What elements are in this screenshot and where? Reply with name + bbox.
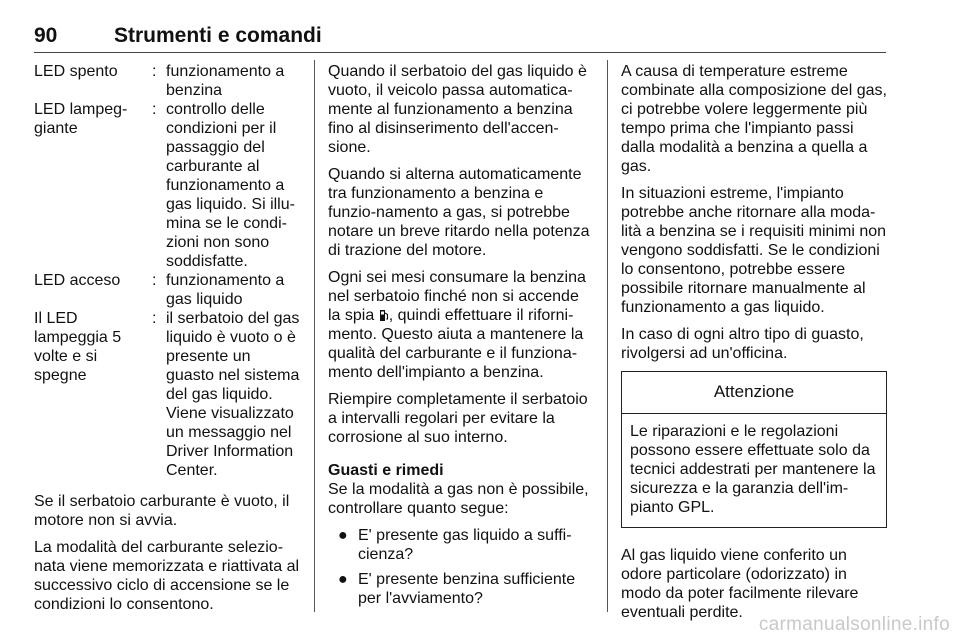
header-divider [34,52,886,53]
watermark: carmanualsonline.info [758,614,950,635]
led-colon: : [152,101,157,118]
column-2 [328,62,592,614]
column-divider-1 [314,60,315,612]
column-3 [621,62,887,630]
fuel-pump-icon [379,308,389,321]
list-item-text: E' presente gas liquido a suffi-cienza? [358,527,572,563]
bullet-icon: ● [338,571,348,588]
paragraph-text: Ogni sei mesi consumare la benzina nel serbatoio finché non si accende la spia [328,269,586,324]
led-colon: : [152,310,157,327]
led-term: LED spento [34,63,118,80]
paragraph: Se la modalità a gas non è possibile, controllare quanto segue: [328,481,589,517]
paragraph: Se il serbatoio carburante è vuoto, il motore non si avvia. [34,493,290,529]
checklist [328,526,592,608]
led-colon: : [152,63,157,80]
led-status-table [34,62,300,480]
led-row [34,62,300,100]
paragraph: Riempire completamente il serbatoio a intervalli regolari per evitare la corrosione al suo interno. [328,391,588,446]
page-header [34,24,926,52]
paragraph: La modalità del carburante selezio-nata viene memorizzata e riattivata al successivo ciclo di accensione se le condizioni lo consentono. [34,539,300,613]
led-colon: : [152,272,157,289]
led-term: LED acceso [34,272,121,289]
page-number: 90 [34,24,58,47]
led-desc: funzionamento a benzina [166,63,285,99]
warning-title: Attenzione [622,372,886,414]
page-title: Strumenti e comandi [114,24,322,47]
paragraph: Al gas liquido viene conferito un odore particolare (odorizzato) in modo da poter facilmente rilevare eventuali perdite. [621,547,859,621]
led-row [34,309,300,480]
paragraph: Quando si alterna automaticamente tra funzionamento a benzina e funzio-namento a gas, si potrebbe notare un breve ritardo nella potenza di trazione del motore. [328,166,590,259]
warning-body: Le riparazioni e le regolazioni possono essere effettuate solo da tecnici addestrati per mantenere la sicurezza e la garanzia dell'im-pianto GPL. [630,423,876,516]
list-item [328,570,592,608]
led-row [34,271,300,309]
paragraph: Quando il serbatoio del gas liquido è vuoto, il veicolo passa automatica-mente al funzionamento a benzina fino al disinserimento dell'accen-sione. [328,63,587,156]
paragraph: A causa di temperature estreme combinate alla composizione del gas, ci potrebbe volere leggermente più tempo prima che l'impianto passi dalla modalità a benzina a quella a gas. [621,63,887,175]
led-row [34,100,300,271]
list-item [328,526,592,564]
led-term: Il LED lampeggia 5 volte e si spegne [34,310,122,384]
column-divider-2 [607,60,608,612]
led-term: LED lampeg-giante [34,101,128,137]
led-desc: il serbatoio del gas liquido è vuoto o è presente un guasto nel sistema del gas liquido. Viene visualizzato un messaggio nel Driver Information Center. [166,310,300,479]
paragraph: In caso di ogni altro tipo di guasto, rivolgersi ad un'officina. [621,326,864,362]
led-desc: funzionamento a gas liquido [166,272,285,308]
paragraph-text: , quindi effettuare il riforni-mento. Questo aiuta a mantenere la qualità del carburante e il funziona-mento dell'impianto a benzina. [328,307,584,381]
column-1 [34,62,300,622]
paragraph: In situazioni estreme, l'impianto potrebbe anche ritornare alla moda-lità a benzina se i requisiti minimi non vengono soddisfatti. Se le condizioni lo consentono, potrebbe essere possibile ritornare manualmente al funzionamento a gas liquido. [621,185,887,316]
section-heading: Guasti e rimedi [328,462,444,479]
bullet-icon: ● [338,527,348,544]
list-item-text: E' presente benzina sufficiente per l'avviamento? [358,571,576,607]
warning-box [621,371,887,528]
paragraph-with-icon [328,268,592,382]
led-desc: controllo delle condizioni per il passaggio del carburante al funzionamento a gas liquido. Si illu-mina se le condi-zioni non sono soddisfatte. [166,101,295,270]
